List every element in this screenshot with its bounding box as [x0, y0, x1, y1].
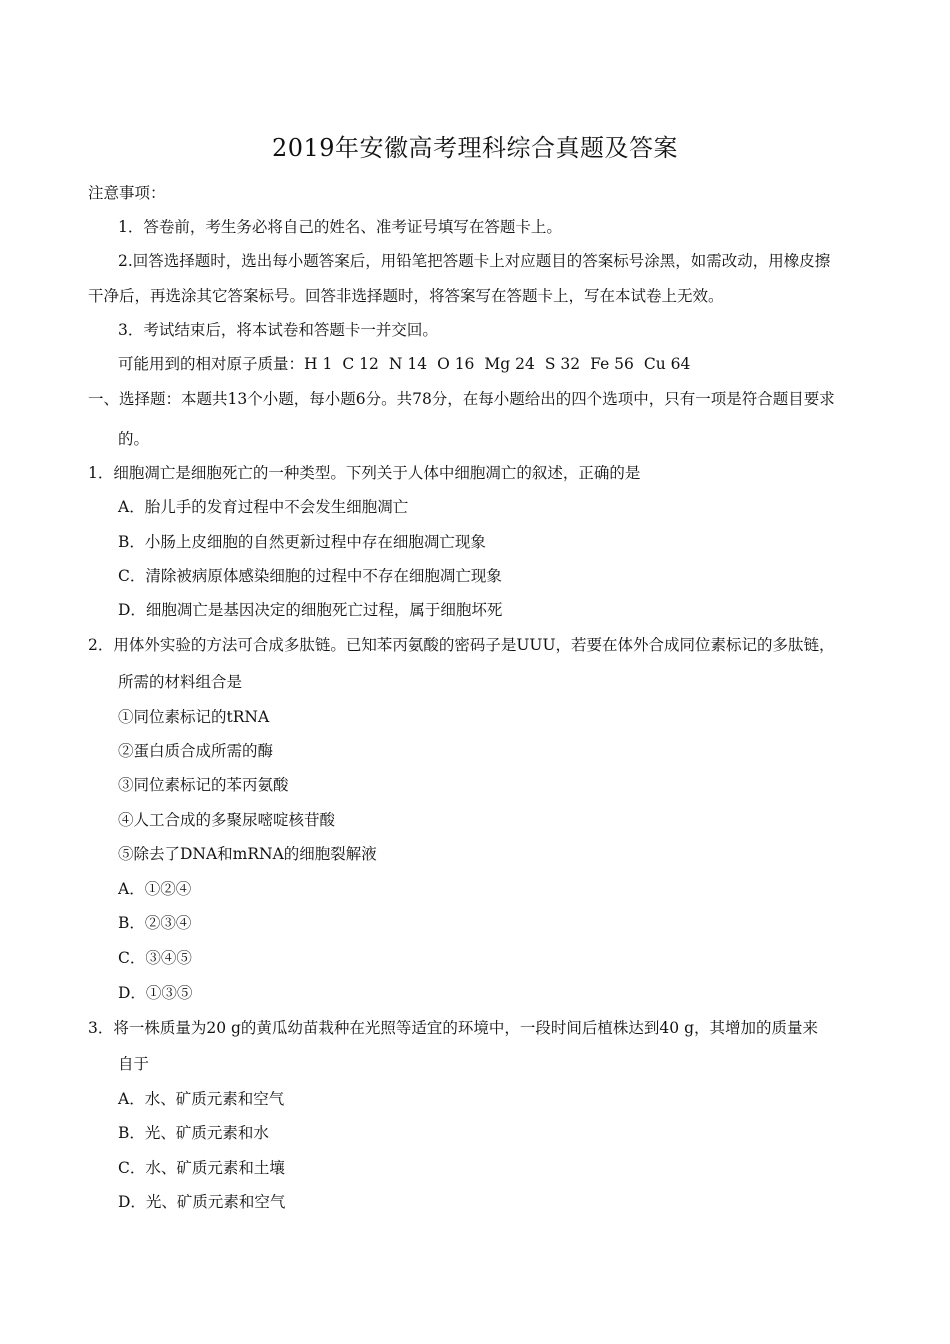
section-1-heading-line-2: 的。 [118, 430, 150, 448]
question-3-stem-line-2: 自于 [118, 1055, 150, 1073]
question-2-option-c: C．③④⑤ [118, 949, 192, 967]
question-1-option-a: A．胎儿手的发育过程中不会发生细胞凋亡 [118, 498, 409, 516]
question-2-item-5: ⑤除去了DNA和mRNA的细胞裂解液 [118, 845, 377, 863]
question-2-stem-line-2: 所需的材料组合是 [118, 673, 243, 691]
atomic-masses-line [118, 354, 700, 374]
atomic-mass: H 1 [304, 355, 333, 373]
notice-item-3: 3．考试结束后，将本试卷和答题卡一并交回。 [118, 321, 438, 339]
page-title: 2019年安徽高考理科综合真题及答案 [271, 134, 679, 162]
question-3-option-a: A．水、矿质元素和空气 [118, 1090, 285, 1108]
notice-item-1: 1．答卷前，考生务必将自己的姓名、准考证号填写在答题卡上。 [118, 218, 562, 236]
atomic-masses-label: 可能用到的相对原子质量： [118, 355, 305, 373]
question-3-stem-line-1: 3．将一株质量为20 g的黄瓜幼苗栽种在光照等适宜的环境中，一段时间后植株达到40 g，其增加的质量来 [88, 1019, 819, 1037]
atomic-mass: Fe 56 [590, 355, 634, 373]
question-1-option-d: D．细胞凋亡是基因决定的细胞死亡过程，属于细胞坏死 [118, 601, 503, 619]
question-3-option-c: C．水、矿质元素和土壤 [118, 1159, 285, 1177]
atomic-mass: C 12 [342, 355, 379, 373]
notice-header: 注意事项： [88, 184, 166, 202]
atomic-mass: O 16 [437, 355, 475, 373]
question-1-option-b: B．小肠上皮细胞的自然更新过程中存在细胞凋亡现象 [118, 533, 486, 551]
question-2-stem-line-1: 2．用体外实验的方法可合成多肽链。已知苯丙氨酸的密码子是UUU，若要在体外合成同位素标记的多肽链， [88, 636, 835, 654]
question-2-option-a: A．①②④ [118, 880, 192, 898]
question-2-item-1: ①同位素标记的tRNA [118, 708, 270, 726]
question-2-item-3: ③同位素标记的苯丙氨酸 [118, 776, 289, 794]
atomic-mass: Cu 64 [643, 355, 691, 373]
atomic-mass: Mg 24 [484, 355, 535, 373]
question-1-stem: 1．细胞凋亡是细胞死亡的一种类型。下列关于人体中细胞凋亡的叙述，正确的是 [88, 464, 641, 482]
question-2-option-d: D．①③⑤ [118, 984, 193, 1002]
question-1-option-c: C．清除被病原体感染细胞的过程中不存在细胞凋亡现象 [118, 567, 502, 585]
question-3-option-b: B．光、矿质元素和水 [118, 1124, 269, 1142]
notice-item-2-line-1: 2.回答选择题时，选出每小题答案后，用铅笔把答题卡上对应题目的答案标号涂黑，如需改动，用橡皮擦 [118, 252, 831, 270]
atomic-mass: S 32 [544, 355, 581, 373]
question-3-option-d: D．光、矿质元素和空气 [118, 1193, 286, 1211]
question-2-option-b: B．②③④ [118, 914, 192, 932]
section-1-heading-line-1: 一、选择题：本题共13个小题，每小题6分。共78分，在每小题给出的四个选项中，只有一项是符合题目要求 [88, 390, 835, 408]
notice-item-2-line-2: 干净后，再选涂其它答案标号。回答非选择题时，将答案写在答题卡上，写在本试卷上无效。 [88, 287, 724, 305]
question-2-item-2: ②蛋白质合成所需的酶 [118, 742, 274, 760]
atomic-mass: N 14 [388, 355, 428, 373]
question-2-item-4: ④人工合成的多聚尿嘧啶核苷酸 [118, 811, 336, 829]
